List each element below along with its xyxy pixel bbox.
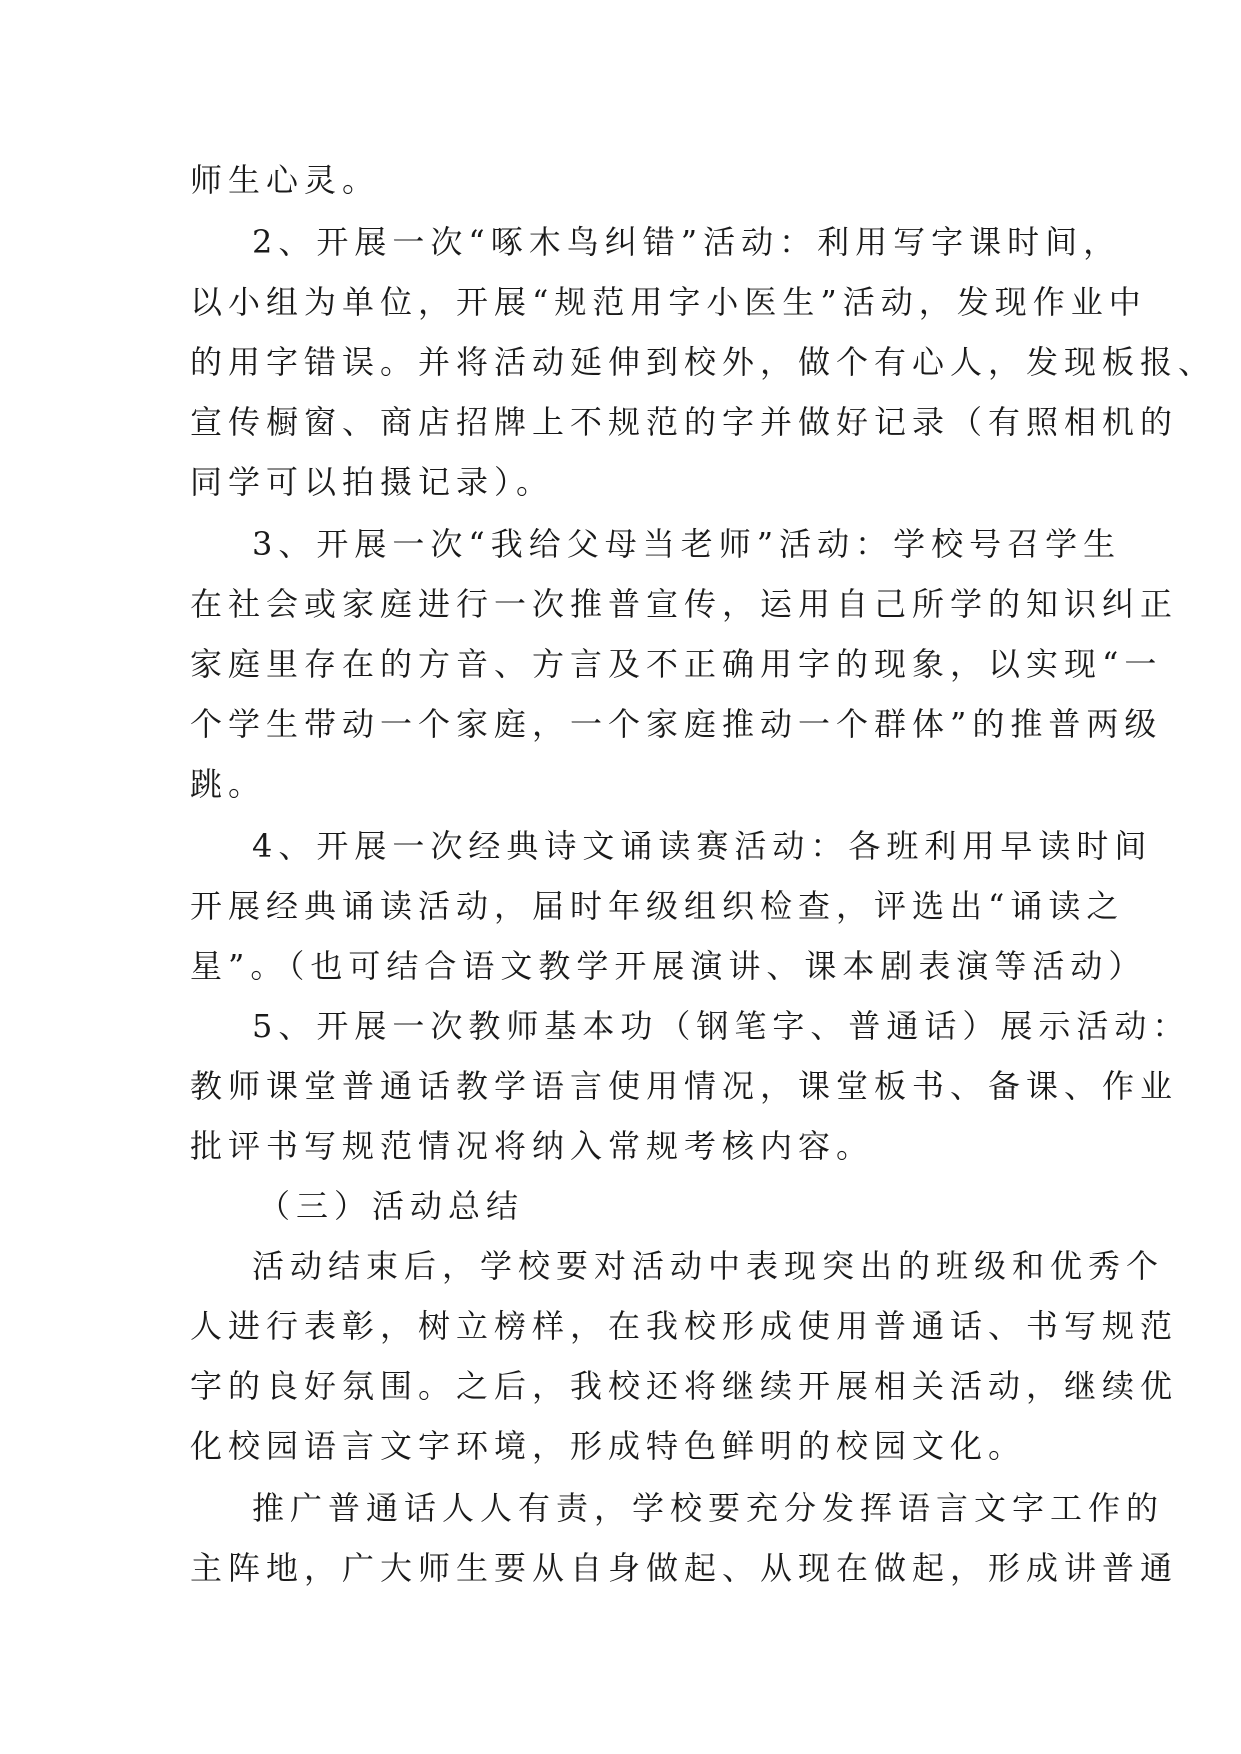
paragraph-line: 主阵地，广大师生要从自身做起、从现在做起，形成讲普通 [190, 1549, 1179, 1587]
paragraph-line: 批评书写规范情况将纳入常规考核内容。 [190, 1127, 875, 1165]
paragraph-line: 化校园语言文字环境，形成特色鲜明的校园文化。 [190, 1427, 1027, 1465]
paragraph-line: 星”。（也可结合语文教学开展演讲、课本剧表演等活动） [190, 947, 1147, 985]
paragraph-line: 在社会或家庭进行一次推普宣传，运用自己所学的知识纠正 [190, 585, 1179, 623]
section-heading: （三）活动总结 [258, 1187, 525, 1225]
paragraph-line: 以小组为单位，开展“规范用字小医生”活动，发现作业中 [190, 283, 1147, 321]
paragraph-line: 教师课堂普通话教学语言使用情况，课堂板书、备课、作业 [190, 1067, 1179, 1105]
paragraph-line: 5、开展一次教师基本功（钢笔字、普通话）展示活动： [252, 1007, 1191, 1045]
paragraph-line: 开展经典诵读活动，届时年级组织检查，评选出“诵读之 [190, 887, 1125, 925]
paragraph-line: 的用字错误。并将活动延伸到校外，做个有心人，发现板报、 [190, 343, 1217, 381]
body-text [190, 150, 1217, 1598]
paragraph-line: 宣传橱窗、商店招牌上不规范的字并做好记录（有照相机的 [190, 403, 1179, 441]
paragraph-line: 跳。 [190, 765, 267, 803]
paragraph-line: 活动结束后，学校要对活动中表现突出的班级和优秀个 [252, 1247, 1165, 1285]
paragraph-line: 家庭里存在的方音、方言及不正确用字的现象，以实现“一 [190, 645, 1163, 683]
paragraph-line: 4、开展一次经典诗文诵读赛活动：各班利用早读时间 [252, 827, 1153, 865]
paragraph-line: 3、开展一次“我给父母当老师”活动：学校号召学生 [252, 525, 1122, 563]
paragraph-line: 个学生带动一个家庭，一个家庭推动一个群体”的推普两级 [190, 705, 1163, 743]
paragraph-line: 人进行表彰，树立榜样，在我校形成使用普通话、书写规范 [190, 1307, 1179, 1345]
paragraph-line: 2、开展一次“啄木鸟纠错”活动：利用写字课时间， [252, 223, 1122, 261]
paragraph-line: 师生心灵。 [190, 161, 381, 199]
paragraph-line: 推广普通话人人有责，学校要充分发挥语言文字工作的 [252, 1489, 1165, 1527]
paragraph-line: 字的良好氛围。之后，我校还将继续开展相关活动，继续优 [190, 1367, 1179, 1405]
paragraph-line: 同学可以拍摄记录）。 [190, 463, 555, 501]
